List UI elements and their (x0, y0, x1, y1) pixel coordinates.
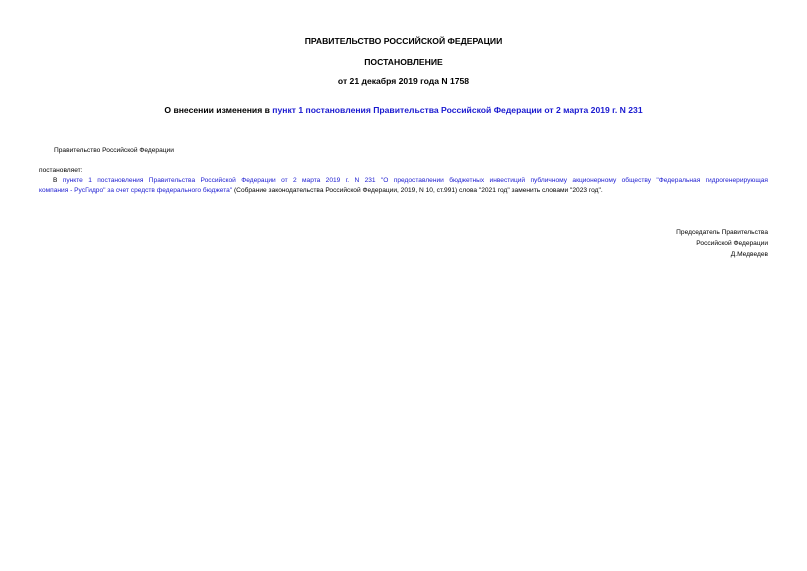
paragraph-rest: (Собрание законодательства Российской Федерации, 2019, N 10, ст.991) слова "2021 год" заменить словами "2023 год". (232, 186, 603, 194)
signatory-position-line2: Российской Федерации (696, 239, 768, 247)
date-number-heading: от 21 декабря 2019 года N 1758 (337, 76, 470, 86)
amendment-paragraph (39, 176, 768, 196)
document-title (0, 105, 807, 115)
document-type-heading: ПОСТАНОВЛЕНИЕ (364, 57, 443, 67)
signature-block (676, 228, 768, 260)
paragraph-line-2 (39, 186, 768, 196)
issuer-heading: ПРАВИТЕЛЬСТВО РОССИЙСКОЙ ФЕДЕРАЦИИ (304, 36, 503, 46)
signatory-position-line1: Председатель Правительства (676, 229, 768, 236)
document-title-prefix: О внесении изменения в (164, 105, 273, 115)
decree-reference-link-part2[interactable]: компания - РусГидро" за счет средств федерального бюджета" (39, 186, 233, 194)
signatory-name: Д.Медведев (730, 250, 768, 258)
paragraph-start: В (53, 177, 63, 184)
title-reference-link[interactable]: пункт 1 постановления Правительства Российской Федерации от 2 марта 2019 г. N 231 (272, 105, 643, 115)
authority-text: Правительство Российской Федерации (54, 147, 174, 154)
paragraph-line-1 (39, 176, 768, 186)
decree-reference-link-part1[interactable]: пункте 1 постановления Правительства Российской Федерации от 2 марта 2019 г. N 231 "О предоставлении бюджетных инвестиций публичному акционерному обществу "Федеральная гидрогенерирующая (62, 177, 769, 184)
resolves-text: постановляет: (39, 167, 83, 174)
